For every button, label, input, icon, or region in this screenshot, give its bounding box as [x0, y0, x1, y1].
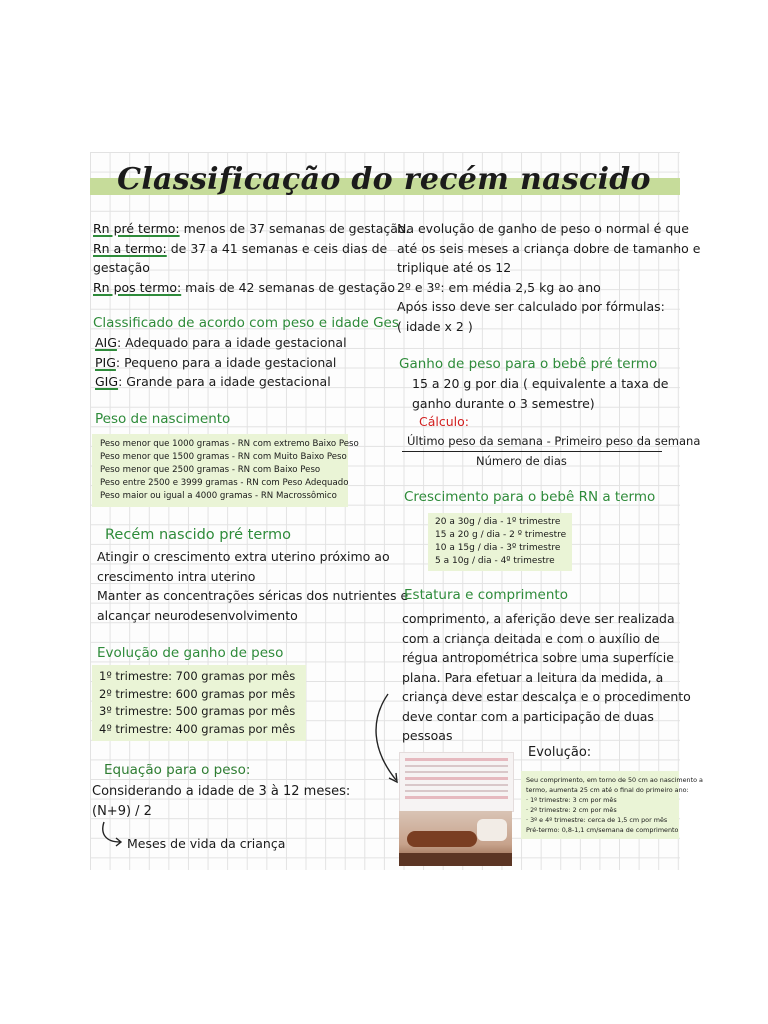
list-item: 3º trimestre: 500 gramas por mês [99, 704, 296, 718]
list-item: 20 a 30g / dia - 1º trimestre [435, 517, 561, 527]
list-item: Peso menor que 1500 gramas - RN com Muito Baixo Peso [100, 452, 347, 462]
list-item: 10 a 15g / dia - 3º trimestre [435, 543, 561, 553]
term-definitions [93, 219, 409, 297]
weight-evolution-text: Na evolução de ganho de peso o normal é que até os seis meses a criança dobre de tamanho e triplique até os 12 2º e 3º: em média 2,5 kg ao ano Após isso deve ser calculado por fórmulas: ( idade x 2 ) [397, 221, 701, 334]
infant-body-shape [407, 831, 477, 847]
text-line-decoration [405, 758, 508, 761]
term-line: gestação [93, 260, 150, 275]
term-line: Rn a termo: de 37 a 41 semanas e ceis dias de [93, 240, 388, 256]
text-line-decoration [405, 790, 508, 792]
list-item: Peso maior ou igual a 4000 gramas - RN Macrossômico [100, 491, 337, 501]
list-item: AIG: Adequado para a idade gestacional [95, 335, 347, 350]
list-item: 1º trimestre: 700 gramas por mês [99, 669, 296, 683]
text-line-decoration [405, 784, 508, 786]
weight-gain-box [92, 665, 306, 741]
equation-heading: Equação para o peso: [104, 762, 251, 778]
page-title: Classificação do recém nascido [117, 162, 651, 197]
list-item: Seu comprimento, em torno de 50 cm ao nascimento a [526, 776, 703, 784]
stature-heading: Estatura e comprimento [404, 587, 568, 603]
preterm-text: Atingir o crescimento extra uterino próximo ao crescimento intra uterino Manter as concentrações séricas dos nutrientes e alcançar neurodesenvolvimento [97, 549, 409, 623]
list-item: Peso entre 2500 e 3999 gramas - RN com Peso Adequado [100, 478, 349, 488]
infant-measurement-photo [399, 811, 512, 866]
term-line: Rn pos termo: mais de 42 semanas de gestação [93, 279, 396, 295]
equation-note: Meses de vida da criança [127, 836, 286, 851]
classification-list [95, 333, 347, 392]
term-growth-box [428, 513, 572, 571]
list-item: 4º trimestre: 400 gramas por mês [99, 721, 296, 736]
curved-arrow-icon [98, 820, 128, 850]
stature-text: comprimento, a aferição deve ser realizada com a criança deitada e com o auxílio de régua antropométrica sobre uma superfície plana. Para efetuar a leitura da medida, a criança deve estar descalça e o procedimento deve contar com a participação de duas pessoas [402, 611, 691, 743]
evolution-label: Evolução: [528, 745, 592, 760]
text-line-decoration [405, 777, 508, 780]
list-item: 15 a 20 g / dia - 2 º trimestre [435, 530, 567, 540]
birth-weight-box [92, 434, 359, 507]
calc-label: Cálculo: [419, 414, 469, 429]
evolution-box [521, 771, 703, 839]
list-item: PIG: Pequeno para a idade gestacional [95, 354, 337, 370]
measuring-board-shape [399, 853, 512, 866]
list-item: Pré-termo: 0,8-1,1 cm/semana de comprimento [526, 826, 679, 834]
list-item: termo, aumenta 25 cm até o final do primeiro ano: [526, 786, 689, 794]
weight-gain-heading: Evolução de ganho de peso [97, 645, 284, 661]
birth-weight-heading: Peso de nascimento [95, 411, 231, 427]
equation-text: Considerando a idade de 3 à 12 meses: (N+9) / 2 [92, 784, 351, 819]
hands-shape [477, 819, 507, 841]
list-item: · 1º trimestre: 3 cm por mês [526, 796, 617, 804]
calc-numerator: Último peso da semana - Primeiro peso da semana [407, 434, 701, 448]
text-line-decoration [405, 796, 508, 799]
term-line: Rn pré termo: menos de 37 semanas de gestação. [93, 221, 410, 236]
term-growth-heading: Crescimento para o bebê RN a termo [404, 489, 656, 505]
list-item: Peso menor que 1000 gramas - RN com extremo Baixo Peso [100, 439, 359, 449]
calc-denominator: Número de dias [476, 454, 567, 468]
list-item: · 2º trimestre: 2 cm por mês [526, 806, 617, 814]
reference-document-image [399, 752, 514, 812]
list-item: · 3º e 4º trimestre: cerca de 1,5 cm por mês [526, 816, 668, 824]
text-line-decoration [405, 771, 508, 773]
preterm-gain-text: 15 a 20 g por dia ( equivalente a taxa de ganho durante o 3 semestre) [412, 376, 669, 411]
list-item: 5 a 10g / dia - 4º trimestre [435, 556, 555, 566]
classification-heading: Classificado de acordo com peso e idade Ges [93, 315, 399, 331]
text-line-decoration [405, 765, 508, 767]
list-item: 2º trimestre: 600 gramas por mês [99, 686, 296, 701]
list-item: GIG: Grande para a idade gestacional [95, 374, 331, 389]
preterm-gain-heading: Ganho de peso para o bebê pré termo [399, 356, 658, 372]
list-item: Peso menor que 2500 gramas - RN com Baixo Peso [100, 465, 321, 475]
preterm-heading: Recém nascido pré termo [105, 527, 291, 543]
